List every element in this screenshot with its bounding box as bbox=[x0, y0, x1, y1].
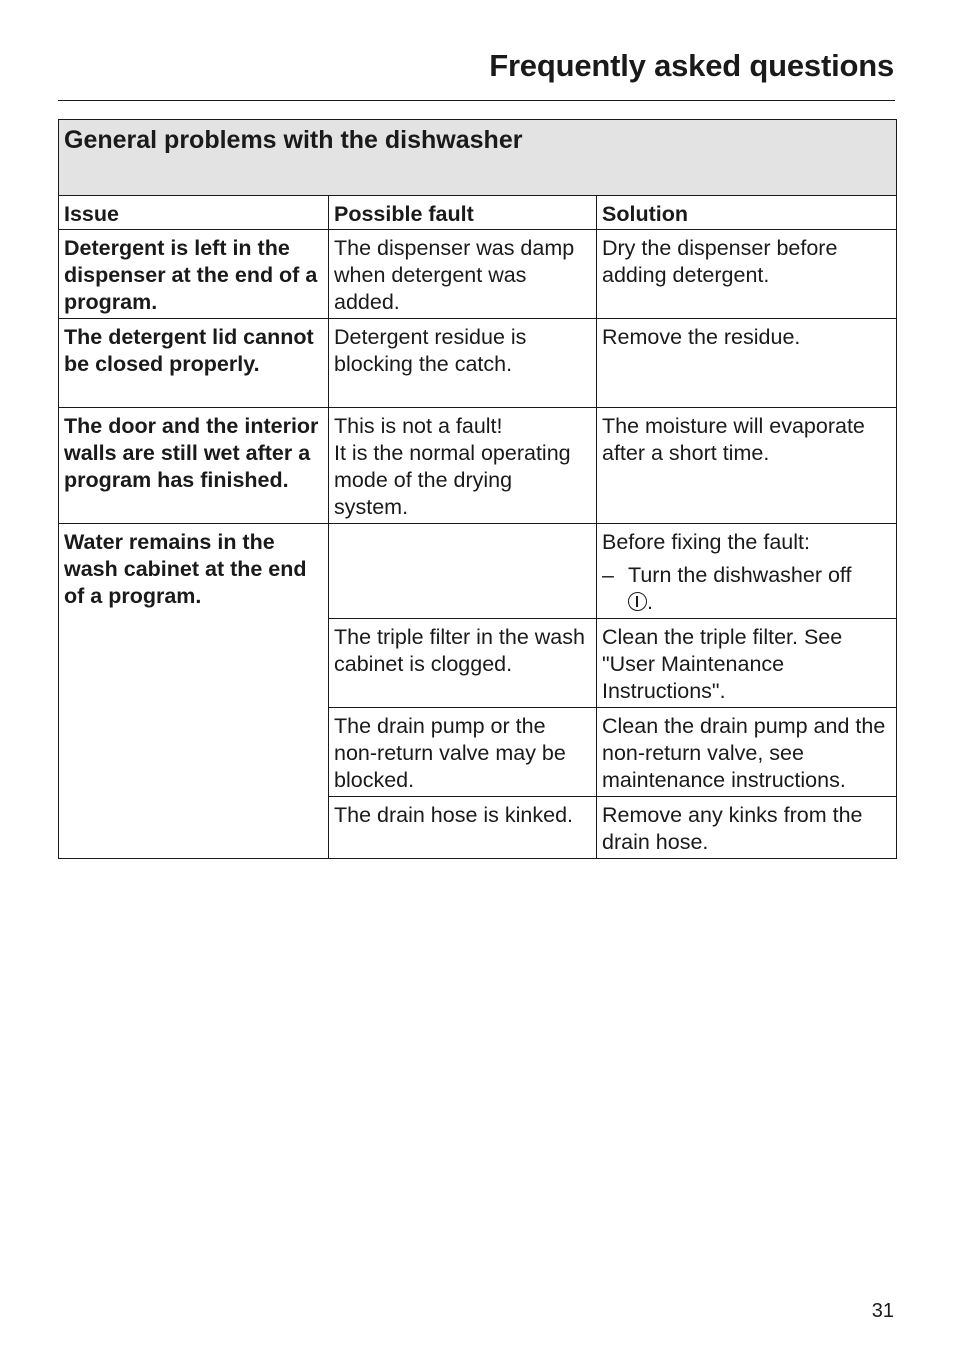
fault-cell: The dispenser was damp when detergent was added. bbox=[329, 230, 597, 319]
column-header-row bbox=[59, 196, 897, 230]
faq-table bbox=[58, 119, 897, 859]
column-header-issue: Issue bbox=[59, 196, 329, 230]
section-title: General problems with the dishwasher bbox=[59, 120, 897, 196]
issue-cell: The door and the interior walls are still wet after a program has finished. bbox=[59, 408, 329, 524]
bullet-text bbox=[628, 562, 851, 616]
table-row bbox=[59, 524, 897, 619]
solution-cell: Dry the dispenser before adding detergent. bbox=[597, 230, 897, 319]
table-row bbox=[59, 230, 897, 319]
title-divider bbox=[58, 100, 895, 101]
fault-line: This is not a fault! bbox=[334, 414, 503, 438]
page-title: Frequently asked questions bbox=[489, 48, 894, 83]
bullet-end: . bbox=[647, 590, 653, 614]
page-number: 31 bbox=[871, 1300, 894, 1322]
solution-cell: Clean the triple filter. See "User Maintenance Instructions". bbox=[597, 619, 897, 708]
fault-cell: The drain hose is kinked. bbox=[329, 797, 597, 859]
solution-cell: Remove any kinks from the drain hose. bbox=[597, 797, 897, 859]
fault-cell bbox=[329, 408, 597, 524]
solution-cell: Remove the residue. bbox=[597, 319, 897, 408]
fault-line: It is the normal operating mode of the drying system. bbox=[334, 441, 571, 519]
issue-cell: Detergent is left in the dispenser at the end of a program. bbox=[59, 230, 329, 319]
issue-cell: Water remains in the wash cabinet at the end of a program. bbox=[59, 524, 329, 859]
power-off-icon bbox=[628, 592, 647, 611]
issue-cell: The detergent lid cannot be closed properly. bbox=[59, 319, 329, 408]
column-header-solution: Solution bbox=[597, 196, 897, 230]
section-header-row bbox=[59, 120, 897, 196]
bullet-dash: – bbox=[602, 563, 614, 587]
solution-bullet bbox=[602, 562, 891, 616]
fault-cell: The triple filter in the wash cabinet is clogged. bbox=[329, 619, 597, 708]
table-row bbox=[59, 408, 897, 524]
column-header-fault: Possible fault bbox=[329, 196, 597, 230]
bullet-label: Turn the dishwasher off bbox=[628, 563, 852, 587]
solution-cell bbox=[597, 524, 897, 619]
table-row bbox=[59, 319, 897, 408]
fault-cell: Detergent residue is blocking the catch. bbox=[329, 319, 597, 408]
fault-cell: The drain pump or the non-return valve may be blocked. bbox=[329, 708, 597, 797]
solution-cell: Clean the drain pump and the non-return valve, see maintenance instructions. bbox=[597, 708, 897, 797]
solution-cell: The moisture will evaporate after a short time. bbox=[597, 408, 897, 524]
solution-intro: Before fixing the fault: bbox=[602, 530, 810, 554]
fault-cell bbox=[329, 524, 597, 619]
